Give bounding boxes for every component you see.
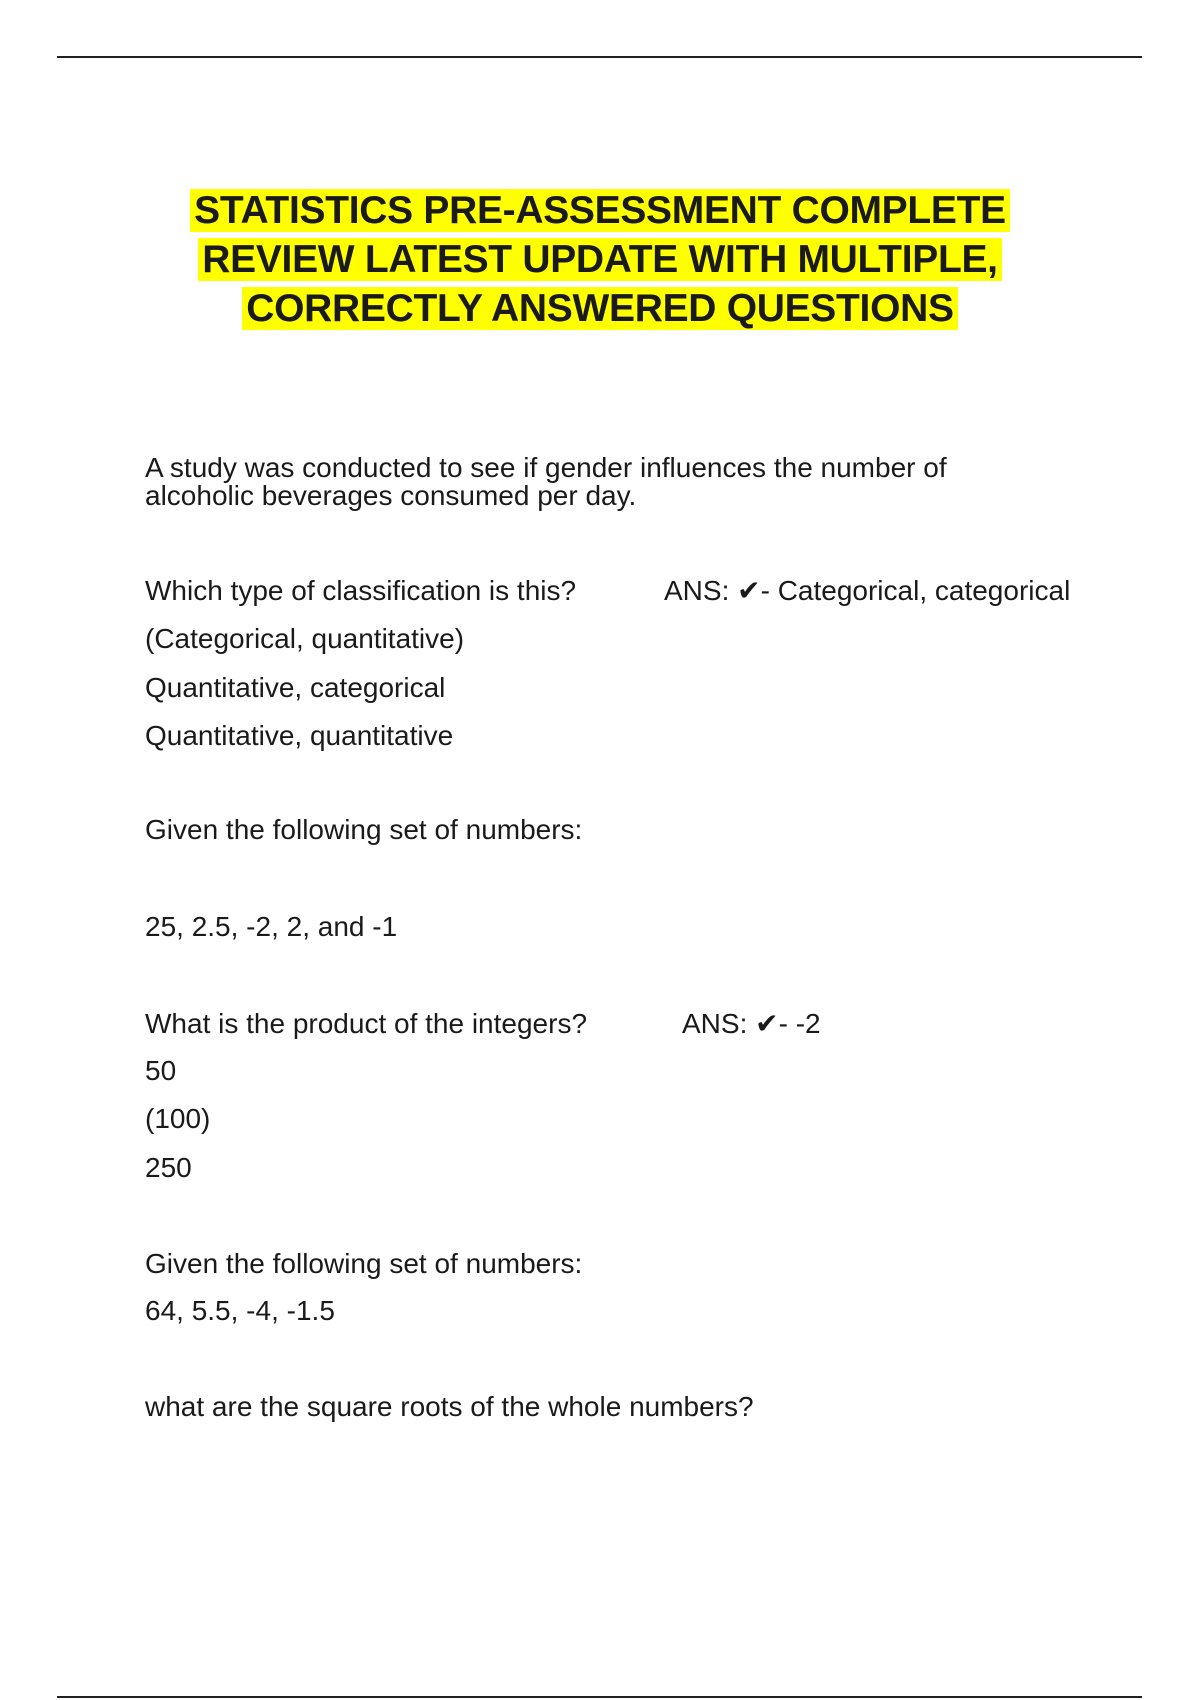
title-line-2: REVIEW LATEST UPDATE WITH MULTIPLE, <box>0 235 1200 284</box>
q2-option-3: 250 <box>145 1152 192 1183</box>
q2-answer: ANS: ✔- -2 <box>682 1008 821 1039</box>
q3-question: what are the square roots of the whole numbers? <box>145 1391 754 1422</box>
q2-option-1: 50 <box>145 1055 177 1086</box>
q2-question: What is the product of the integers? <box>145 1008 588 1039</box>
q2-option-2: (100) <box>145 1103 211 1134</box>
document-title <box>0 186 1200 333</box>
q3-prompt: Given the following set of numbers: <box>145 1248 583 1279</box>
q2-numbers: 25, 2.5, -2, 2, and -1 <box>145 911 398 942</box>
intro-text-line-2: alcoholic beverages consumed per day. <box>145 480 637 511</box>
q1-answer: ANS: ✔- Categorical, categorical <box>664 575 1071 606</box>
top-rule <box>57 56 1142 58</box>
q1-option-2: Quantitative, categorical <box>145 672 446 703</box>
q2-prompt: Given the following set of numbers: <box>145 814 583 845</box>
q1-option-3: Quantitative, quantitative <box>145 720 454 751</box>
q1-question: Which type of classification is this? <box>145 575 577 606</box>
intro-text-line-1: A study was conducted to see if gender influences the number of <box>145 452 947 483</box>
bottom-rule <box>57 1696 1142 1698</box>
q3-numbers: 64, 5.5, -4, -1.5 <box>145 1295 335 1326</box>
title-line-1: STATISTICS PRE-ASSESSMENT COMPLETE <box>0 186 1200 235</box>
title-line-3: CORRECTLY ANSWERED QUESTIONS <box>0 284 1200 333</box>
q1-option-1: (Categorical, quantitative) <box>145 623 465 654</box>
